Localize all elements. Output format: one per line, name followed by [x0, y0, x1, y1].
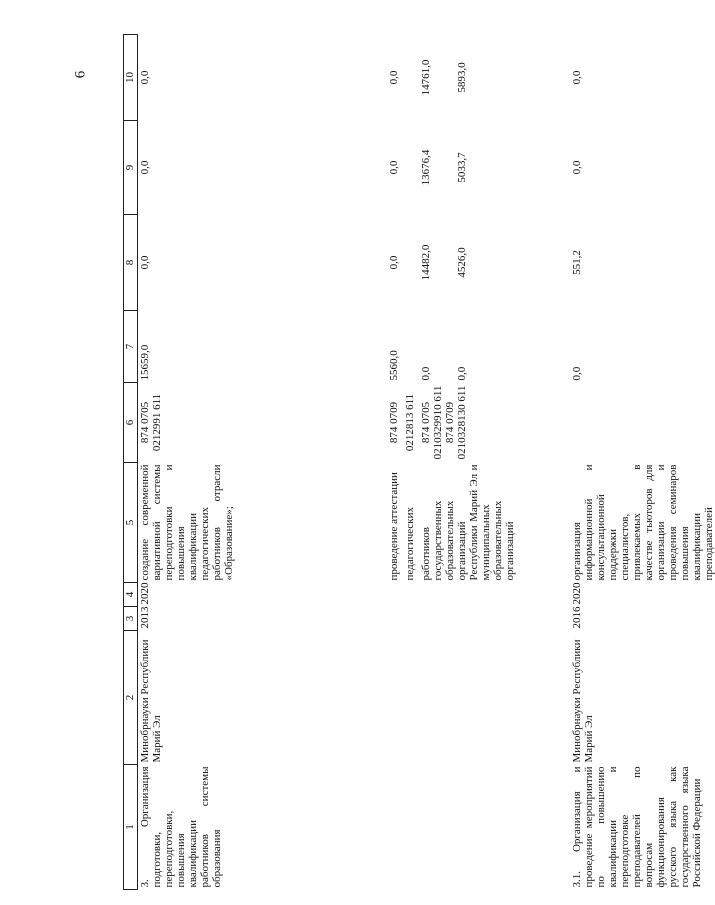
value-2017: [403, 35, 419, 121]
result-text: организация информационной и консультационной поддержки специалистов, привлекаемых в качестве тьюторов для организации и проведения семинаров повышения квалификации преподавателей: [571, 464, 715, 581]
page-number: 6: [72, 70, 89, 79]
budget-code-b: 874 0709 0210328130 611: [444, 385, 468, 460]
program-table: [123, 34, 715, 890]
measure-name: 3.1. Организация и проведение мероприятий по повышению квалификации и переподготовке преподавателей по вопросам функционирования русского языка как государственного языка Российской Федерации: [571, 766, 703, 888]
value-b: 4526,0: [456, 247, 468, 278]
end-year: 2020: [571, 582, 583, 605]
budget-code: [419, 383, 570, 463]
budget-code-a: 874 0705 0210329910 611: [420, 385, 444, 460]
col-header-3: 3: [124, 607, 138, 631]
value-2017: 0,0: [139, 70, 151, 85]
header-row: [124, 35, 138, 890]
value-b: 5033,7: [456, 152, 468, 183]
value-b: 5893,0: [456, 62, 468, 93]
value-2014: 0,0: [571, 366, 583, 381]
value-2016: [419, 121, 570, 215]
value-a: 14761,0: [420, 59, 432, 96]
value-a: 0,0: [420, 366, 432, 381]
value-a: 14482,0: [420, 244, 432, 281]
value-2014: [403, 311, 419, 383]
col-header-1: 1: [124, 765, 138, 890]
start-year: 2013: [139, 606, 151, 629]
value-2015: 0,0: [139, 255, 151, 270]
budget-code: 874 0705 0212991 611: [139, 393, 163, 452]
table-row: [570, 35, 715, 890]
value-2015: [419, 215, 570, 311]
budget-code: 874 0709: [388, 401, 400, 444]
col-header-8: 8: [124, 215, 138, 311]
value-2017: 0,0: [388, 70, 400, 85]
result-text: создание современной вариативной системы переподготовки и повышения квалификации педагогических работников отрасли «Образование»;: [139, 464, 235, 581]
budget-code: [570, 383, 715, 463]
start-year: 2016: [571, 606, 583, 629]
value-2014: 15659,0: [139, 344, 151, 381]
value-2015: 551,2: [571, 250, 583, 275]
result-text: работников государственных образовательных организаций Республики Марий Эл и муниципальных образовательных организаций: [420, 464, 516, 581]
col-header-6: 6: [124, 383, 138, 463]
col-header-4: 4: [124, 583, 138, 607]
value-2016: [403, 121, 419, 215]
col-header-5: 5: [124, 463, 138, 583]
table-row: [138, 35, 388, 890]
value-2015: [403, 215, 419, 311]
result-text: педагогических: [404, 506, 416, 581]
executor: Минобрнауки Республики Марий Эл: [571, 639, 595, 763]
value-2017: 0,0: [571, 70, 583, 85]
budget-code: 0212813 611: [404, 393, 416, 452]
value-b: 0,0: [456, 366, 468, 381]
value-2015: 0,0: [388, 255, 400, 270]
rotated-table-container: [123, 35, 715, 890]
value-2017: [419, 35, 570, 121]
value-2014: 5560,0: [388, 350, 400, 381]
value-2016: 0,0: [388, 160, 400, 175]
col-header-7: 7: [124, 311, 138, 383]
value-2016: 0,0: [139, 160, 151, 175]
result-text: проведение аттестации: [388, 472, 400, 581]
col-header-9: 9: [124, 121, 138, 215]
col-header-10: 10: [124, 35, 138, 121]
value-2016: 0,0: [571, 160, 583, 175]
end-year: 2020: [139, 582, 151, 605]
value-a: 13676,4: [420, 149, 432, 186]
measure-name: 3. Организация подготовки, переподготовки, повышения квалификации работников системы образования: [139, 766, 223, 888]
value-2014: [419, 311, 570, 383]
col-header-2: 2: [124, 631, 138, 765]
executor: Минобрнауки Республики Марий Эл: [139, 639, 163, 763]
